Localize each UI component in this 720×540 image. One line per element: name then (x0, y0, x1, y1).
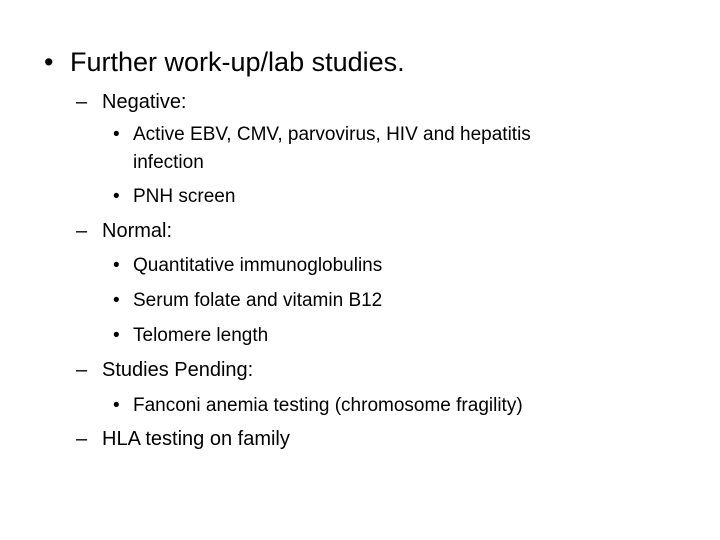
section-label: HLA testing on family (102, 428, 290, 450)
list-item-text: PNH screen (133, 186, 236, 207)
section-studies-pending (76, 360, 253, 380)
main-bullet-marker: • (44, 47, 54, 77)
dash-marker: – (76, 91, 88, 113)
list-item-text: Telomere length (133, 325, 269, 346)
list-item-text: Active EBV, CMV, parvovirus, HIV and hepatitis (133, 124, 531, 145)
section-label: Studies Pending: (102, 359, 254, 381)
list-item-text: Fanconi anemia testing (chromosome fragility) (133, 395, 523, 416)
section-hla-testing (76, 429, 290, 449)
bullet-marker: • (113, 290, 120, 311)
section-label: Normal: (102, 220, 173, 242)
dash-marker: – (76, 359, 88, 381)
list-item (113, 125, 531, 144)
main-bullet-text: Further work-up/lab studies. (70, 47, 405, 77)
bullet-marker: • (113, 325, 120, 346)
list-item-continuation: infection (133, 152, 204, 173)
bullet-marker: • (113, 124, 120, 145)
list-item (113, 291, 382, 310)
list-item (113, 396, 523, 415)
bullet-marker: • (113, 186, 120, 207)
list-item (113, 326, 268, 345)
section-negative (76, 92, 187, 112)
list-item (113, 187, 235, 206)
bullet-marker: • (113, 395, 120, 416)
bullet-marker: • (113, 255, 120, 276)
section-label: Negative: (102, 91, 187, 113)
main-bullet (44, 49, 405, 76)
list-item (113, 256, 382, 275)
dash-marker: – (76, 220, 88, 242)
section-normal (76, 221, 172, 241)
dash-marker: – (76, 428, 88, 450)
list-item-text: Quantitative immunoglobulins (133, 255, 383, 276)
list-item-text: Serum folate and vitamin B12 (133, 290, 383, 311)
